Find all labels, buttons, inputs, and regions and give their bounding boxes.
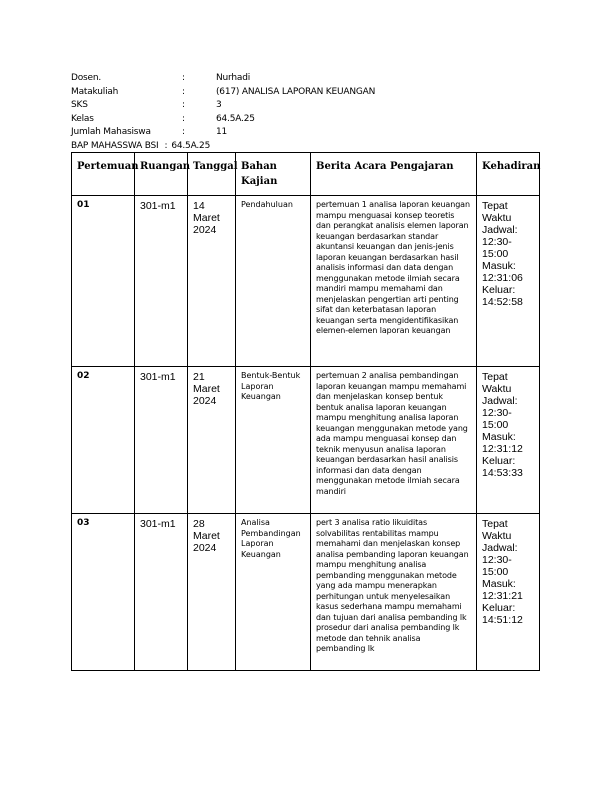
header-tanggal: Tanggal: [188, 153, 236, 196]
info-row-jumlah: [71, 126, 375, 140]
cell-kehadiran: Tepat Waktu Jadwal: 12:30-15:00 Masuk: 12:31:12 Keluar: 14:53:33: [477, 367, 540, 514]
kelas-label: Kelas: [71, 113, 94, 124]
cell-tanggal: 28 Maret 2024: [188, 514, 236, 671]
cell-pertemuan: 02: [72, 367, 135, 514]
bap-label: BAP MAHASSWA BSI: [71, 140, 159, 151]
cell-berita-acara: pertemuan 1 analisa laporan keuangan mampu menguasai konsep teoretis dan perangkat analisis elemen laporan keuangan berdasarkan standar akuntansi keuangan dan jenis-jenis laporan keuangan berdasarkan hasil analisis informasi dan data dengan menggunakan metode ilmiah secara mandiri mampu memahami dan menjelaskan pengertian arti penting sifat dan keterbatasan laporan keuangan serta mengidentifikasikan elemen-elemen laporan keuangan: [311, 196, 477, 367]
matakuliah-label: Matakuliah: [71, 86, 119, 97]
info-row-bap: [71, 140, 375, 154]
colon: :: [182, 86, 185, 97]
cell-tanggal: 21 Maret 2024: [188, 367, 236, 514]
kelas-value: 64.5A.25: [216, 113, 255, 124]
cell-berita-acara: pert 3 analisa ratio likuiditas solvabilitas rentabilitas mampu memahami dan menjelaskan konsep analisa pembanding laporan keuangan mampu menghitung analisa pembanding menggunakan metode yang ada mampu menerapkan perhitungan untuk menyelesaikan kasus sederhana mampu memahami dan tujuan dari analisa pembanding lk prosedur dari analisa pembanding lk metode dan tehnik analisa pembanding lk: [311, 514, 477, 671]
table-row: [72, 367, 540, 514]
info-row-sks: [71, 99, 375, 113]
jumlah-mahasiswa-value: 11: [216, 127, 228, 137]
bap-value: 64.5A.25: [171, 140, 211, 151]
jumlah-mahasiswa-label: Jumlah Mahasiswa: [71, 127, 151, 137]
cell-tanggal: 14 Maret 2024: [188, 196, 236, 367]
cell-ruangan: 301-m1: [135, 367, 188, 514]
header-bahan-kajian: Bahan Kajian: [236, 153, 311, 196]
colon: :: [164, 140, 168, 151]
header-berita-acara: Berita Acara Pengajaran: [311, 153, 477, 196]
cell-kehadiran: Tepat Waktu Jadwal: 12:30-15:00 Masuk: 12:31:06 Keluar: 14:52:58: [477, 196, 540, 367]
course-info: [71, 72, 375, 153]
bap-table: [71, 152, 540, 671]
colon: :: [182, 100, 185, 110]
cell-ruangan: 301-m1: [135, 514, 188, 671]
cell-pertemuan: 01: [72, 196, 135, 367]
cell-kehadiran: Tepat Waktu Jadwal: 12:30-15:00 Masuk: 12:31:21 Keluar: 14:51:12: [477, 514, 540, 671]
cell-bahan-kajian: Bentuk-Bentuk Laporan Keuangan: [236, 367, 311, 514]
colon: :: [182, 127, 185, 137]
cell-ruangan: 301-m1: [135, 196, 188, 367]
colon: :: [182, 73, 185, 83]
sks-value: 3: [216, 100, 222, 110]
info-row-dosen: [71, 72, 375, 86]
sks-label: SKS: [71, 100, 88, 110]
header-kehadiran: Kehadiran: [477, 153, 540, 196]
info-row-matakuliah: [71, 86, 375, 100]
header-ruangan: Ruangan: [135, 153, 188, 196]
cell-bahan-kajian: Pendahuluan: [236, 196, 311, 367]
matakuliah-value: (617) ANALISA LAPORAN KEUANGAN: [216, 86, 376, 97]
table-row: [72, 196, 540, 367]
table-header-row: [72, 153, 540, 196]
cell-berita-acara: pertemuan 2 analisa pembandingan laporan keuangan mampu memahami dan menjelaskan konsep bentuk bentuk analisa laporan keuangan mampu menghitung analisa laporan keuangan menggunakan metode yang ada mampu menguasai konsep dan teknik menyusun analisa laporan keuangan berdasarkan hasil analisis informasi dan data dengan menggunakan metode ilmiah secara mandiri: [311, 367, 477, 514]
header-pertemuan: Pertemuan: [72, 153, 135, 196]
table-row: [72, 514, 540, 671]
cell-bahan-kajian: Analisa Pembandingan Laporan Keuangan: [236, 514, 311, 671]
cell-pertemuan: 03: [72, 514, 135, 671]
dosen-value: Nurhadi: [216, 73, 251, 83]
colon: :: [182, 113, 185, 124]
dosen-label: Dosen.: [71, 73, 102, 83]
info-row-kelas: [71, 113, 375, 127]
